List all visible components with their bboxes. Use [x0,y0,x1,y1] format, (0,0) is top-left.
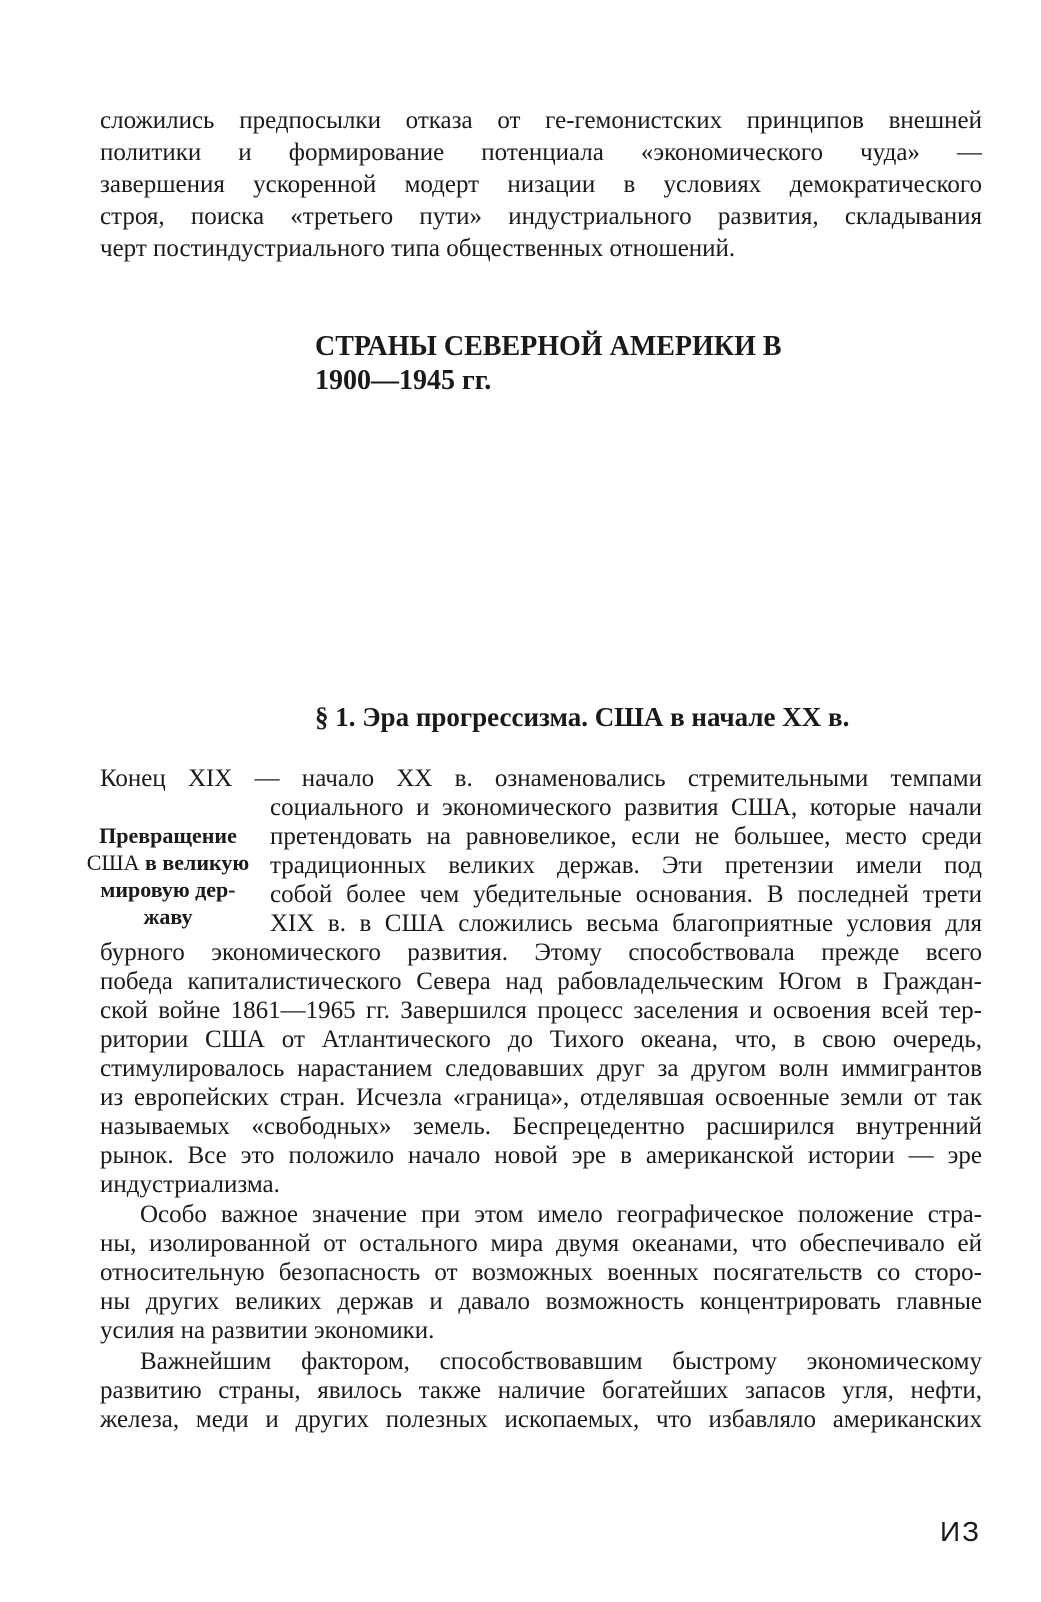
body-line: традиционных великих держав. Эти претензии имели под [270,852,982,879]
body-line: индустриализма. [100,1171,280,1198]
intro-line: черт постиндустриального типа общественных отношений. [100,235,736,262]
body-line: развитию страны, явилось также наличие богатейших запасов угля, нефти, [100,1377,982,1404]
body-line: претендовать на равновеликое, если не большее, место среди [270,823,982,850]
body-line: ны, изолированной от остального мира двумя океанами, что обеспечивало ей [100,1230,982,1257]
margin-note-line [70,849,266,876]
paragraph-title: § 1. Эра прогрессизма. США в начале XX в. [315,702,850,732]
body-line: Важнейшим фактором, способствовавшим быстрому экономическому [140,1348,982,1375]
body-line: Конец XIX — начало XX в. ознаменовались стремительными темпами [100,765,982,792]
page-number: ИЗ [940,1516,982,1547]
body-line: социального и экономического развития США, которые начали [270,794,982,821]
intro-line: сложились предпосылки отказа от ге-гемонистских принципов внешней [100,107,982,134]
chapter-title-line-1: СТРАНЫ СЕВЕРНОЙ АМЕРИКИ В [315,331,782,362]
body-line: собой более чем убедительные основания. В последней трети [270,881,982,908]
body-line: из европейских стран. Исчезла «граница», отделявшая освоенные земли от так [100,1084,982,1111]
margin-note-line: мировую дер- [100,877,236,902]
body-line: рынок. Все это положило начало новой эре в американской истории — эре [100,1142,982,1169]
body-line: бурного экономического развития. Этому способствовала прежде всего [100,939,982,966]
body-line: относительную безопасность от возможных военных посягательств со сторо- [100,1259,982,1286]
margin-note [70,822,266,930]
body-line: стимулировалось нарастанием следовавших друг за другом волн иммигрантов [100,1055,982,1082]
body-line: ны других великих держав и давало возможность концентрировать главные [100,1288,982,1315]
intro-line: строя, поиска «третьего пути» индустриального развития, складывания [100,203,982,230]
body-line: железа, меди и других полезных ископаемых, что избавляло американских [100,1406,982,1433]
body-line: Особо важное значение при этом имело географическое положение стра- [140,1201,982,1228]
body-line: победа капиталистического Севера над рабовладельческим Югом в Граждан- [100,968,982,995]
body-line: XIX в. в США сложились весьма благоприятные условия для [270,910,982,937]
body-line: ритории США от Атлантического до Тихого океана, что, в свою очередь, [100,1026,982,1053]
body-line: ской войне 1861—1965 гг. Завершился процесс заселения и освоения всей тер- [100,997,982,1024]
intro-line: завершения ускоренной модерт низации в условиях демократического [100,171,982,198]
intro-line: политики и формирование потенциала «экономического чуда» — [100,139,982,166]
body-line: называемых «свободных» земель. Беспрецедентно расширился внутренний [100,1113,982,1140]
body-line: усилия на развитии экономики. [100,1317,435,1344]
margin-note-line: жаву [143,904,193,929]
margin-note-word: США [86,850,140,875]
margin-note-line: Превращение [99,823,237,848]
chapter-title-line-2: 1900—1945 гг. [315,365,492,396]
margin-note-word: в великую [145,850,250,875]
